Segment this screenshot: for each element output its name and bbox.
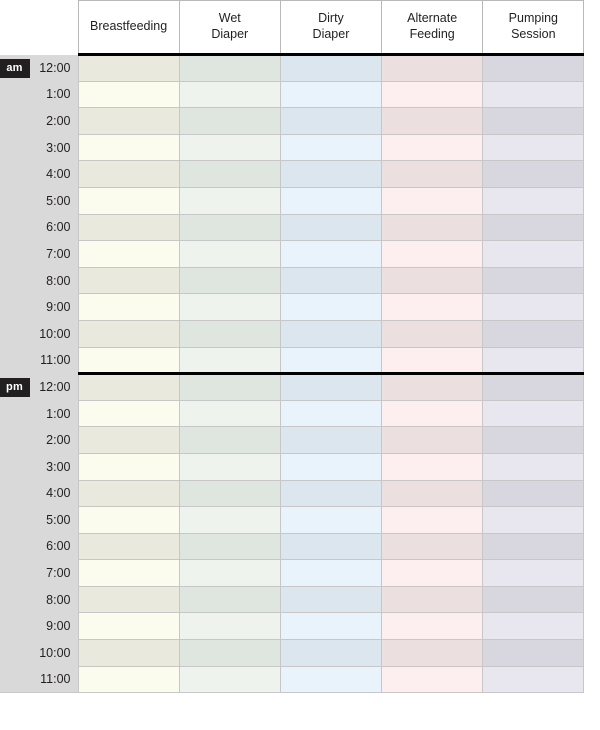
entry-cell[interactable] xyxy=(78,347,179,374)
period-badge-cell xyxy=(0,666,30,693)
column-header-wet-diaper xyxy=(179,1,280,55)
entry-cell[interactable] xyxy=(483,320,584,347)
entry-cell[interactable] xyxy=(483,134,584,161)
period-badge-cell xyxy=(0,267,30,294)
entry-cell[interactable] xyxy=(483,613,584,640)
period-badge-cell xyxy=(0,640,30,667)
entry-cell[interactable] xyxy=(179,427,280,454)
table-row xyxy=(0,161,584,188)
entry-cell[interactable] xyxy=(280,507,381,534)
entry-cell[interactable] xyxy=(179,400,280,427)
table-row xyxy=(0,55,584,82)
column-header-dirty-diaper xyxy=(280,1,381,55)
table-row xyxy=(0,347,584,374)
table-row xyxy=(0,560,584,587)
entry-cell[interactable] xyxy=(179,294,280,321)
column-header-alternate-feeding-line-2: Feeding xyxy=(409,27,455,41)
entry-cell[interactable] xyxy=(78,55,179,82)
entry-cell[interactable] xyxy=(78,320,179,347)
time-label: 4:00 xyxy=(30,161,78,188)
period-badge-cell xyxy=(0,560,30,587)
entry-cell[interactable] xyxy=(280,586,381,613)
period-badge-cell xyxy=(0,427,30,454)
table-header xyxy=(0,1,584,55)
entry-cell[interactable] xyxy=(382,161,483,188)
time-label: 9:00 xyxy=(30,294,78,321)
entry-cell[interactable] xyxy=(483,347,584,374)
entry-cell[interactable] xyxy=(179,267,280,294)
entry-cell[interactable] xyxy=(382,586,483,613)
time-label: 8:00 xyxy=(30,586,78,613)
entry-cell[interactable] xyxy=(280,427,381,454)
table-row xyxy=(0,400,584,427)
entry-cell[interactable] xyxy=(382,267,483,294)
entry-cell[interactable] xyxy=(280,267,381,294)
entry-cell[interactable] xyxy=(179,640,280,667)
entry-cell[interactable] xyxy=(382,55,483,82)
entry-cell[interactable] xyxy=(280,81,381,108)
table-row xyxy=(0,241,584,268)
time-label: 7:00 xyxy=(30,560,78,587)
time-label: 3:00 xyxy=(30,453,78,480)
entry-cell[interactable] xyxy=(280,347,381,374)
table-row xyxy=(0,666,584,693)
entry-cell[interactable] xyxy=(483,241,584,268)
entry-cell[interactable] xyxy=(483,374,584,401)
entry-cell[interactable] xyxy=(280,108,381,135)
entry-cell[interactable] xyxy=(280,55,381,82)
entry-cell[interactable] xyxy=(78,613,179,640)
entry-cell[interactable] xyxy=(483,453,584,480)
time-label: 10:00 xyxy=(30,320,78,347)
entry-cell[interactable] xyxy=(483,586,584,613)
period-badge-cell xyxy=(0,241,30,268)
entry-cell[interactable] xyxy=(78,374,179,401)
entry-cell[interactable] xyxy=(382,613,483,640)
time-label: 11:00 xyxy=(30,347,78,374)
entry-cell[interactable] xyxy=(483,161,584,188)
entry-cell[interactable] xyxy=(179,613,280,640)
entry-cell[interactable] xyxy=(382,374,483,401)
entry-cell[interactable] xyxy=(382,187,483,214)
time-label: 3:00 xyxy=(30,134,78,161)
column-header-pumping-session-line-2: Session xyxy=(511,27,556,41)
table-row xyxy=(0,134,584,161)
entry-cell[interactable] xyxy=(78,134,179,161)
entry-cell[interactable] xyxy=(483,480,584,507)
entry-cell[interactable] xyxy=(382,533,483,560)
entry-cell[interactable] xyxy=(179,480,280,507)
entry-cell[interactable] xyxy=(382,507,483,534)
entry-cell[interactable] xyxy=(382,134,483,161)
entry-cell[interactable] xyxy=(78,81,179,108)
entry-cell[interactable] xyxy=(280,640,381,667)
entry-cell[interactable] xyxy=(483,560,584,587)
entry-cell[interactable] xyxy=(382,241,483,268)
entry-cell[interactable] xyxy=(78,294,179,321)
entry-cell[interactable] xyxy=(382,320,483,347)
entry-cell[interactable] xyxy=(78,453,179,480)
entry-cell[interactable] xyxy=(382,427,483,454)
entry-cell[interactable] xyxy=(179,374,280,401)
period-badge-cell xyxy=(0,214,30,241)
entry-cell[interactable] xyxy=(483,427,584,454)
period-badge-cell xyxy=(0,347,30,374)
table-row xyxy=(0,108,584,135)
time-label: 9:00 xyxy=(30,613,78,640)
entry-cell[interactable] xyxy=(382,347,483,374)
column-header-alternate-feeding-line-1: Alternate xyxy=(407,11,458,26)
time-label: 8:00 xyxy=(30,267,78,294)
table-row xyxy=(0,214,584,241)
table-row xyxy=(0,480,584,507)
column-header-dirty-diaper-line-1: Dirty xyxy=(318,11,344,26)
entry-cell[interactable] xyxy=(382,480,483,507)
entry-cell[interactable] xyxy=(179,453,280,480)
entry-cell[interactable] xyxy=(78,480,179,507)
table-row xyxy=(0,586,584,613)
entry-cell[interactable] xyxy=(483,267,584,294)
time-label: 2:00 xyxy=(30,108,78,135)
entry-cell[interactable] xyxy=(179,533,280,560)
table-row xyxy=(0,294,584,321)
entry-cell[interactable] xyxy=(78,533,179,560)
column-header-wet-diaper-line-1: Wet xyxy=(218,11,241,26)
entry-cell[interactable] xyxy=(280,560,381,587)
entry-cell[interactable] xyxy=(179,187,280,214)
entry-cell[interactable] xyxy=(382,108,483,135)
entry-cell[interactable] xyxy=(483,640,584,667)
period-badge-cell xyxy=(0,161,30,188)
entry-cell[interactable] xyxy=(179,81,280,108)
entry-cell[interactable] xyxy=(280,613,381,640)
period-badge: pm xyxy=(0,378,30,397)
entry-cell[interactable] xyxy=(483,294,584,321)
entry-cell[interactable] xyxy=(280,533,381,560)
entry-cell[interactable] xyxy=(483,533,584,560)
period-badge-cell xyxy=(0,613,30,640)
entry-cell[interactable] xyxy=(179,347,280,374)
period-badge-cell xyxy=(0,55,30,82)
entry-cell[interactable] xyxy=(382,81,483,108)
entry-cell[interactable] xyxy=(78,108,179,135)
entry-cell[interactable] xyxy=(179,586,280,613)
time-label: 7:00 xyxy=(30,241,78,268)
entry-cell[interactable] xyxy=(179,241,280,268)
entry-cell[interactable] xyxy=(280,294,381,321)
entry-cell[interactable] xyxy=(280,187,381,214)
entry-cell[interactable] xyxy=(179,134,280,161)
time-label: 1:00 xyxy=(30,400,78,427)
table-row xyxy=(0,533,584,560)
period-badge-cell xyxy=(0,400,30,427)
entry-cell[interactable] xyxy=(483,81,584,108)
entry-cell[interactable] xyxy=(280,241,381,268)
entry-cell[interactable] xyxy=(483,507,584,534)
time-label: 2:00 xyxy=(30,427,78,454)
entry-cell[interactable] xyxy=(280,480,381,507)
period-badge-cell xyxy=(0,480,30,507)
entry-cell[interactable] xyxy=(179,214,280,241)
period-badge-cell xyxy=(0,294,30,321)
entry-cell[interactable] xyxy=(483,666,584,693)
table-row xyxy=(0,267,584,294)
column-header-breastfeeding-line-1: Breastfeeding xyxy=(90,19,168,34)
time-label: 6:00 xyxy=(30,214,78,241)
entry-cell[interactable] xyxy=(78,241,179,268)
table-row xyxy=(0,81,584,108)
period-badge-cell xyxy=(0,108,30,135)
time-label: 10:00 xyxy=(30,640,78,667)
entry-cell[interactable] xyxy=(382,560,483,587)
entry-cell[interactable] xyxy=(280,453,381,480)
period-badge-cell xyxy=(0,586,30,613)
table-row xyxy=(0,453,584,480)
entry-cell[interactable] xyxy=(78,267,179,294)
entry-cell[interactable] xyxy=(179,507,280,534)
period-badge-cell xyxy=(0,134,30,161)
entry-cell[interactable] xyxy=(382,400,483,427)
table-row xyxy=(0,187,584,214)
entry-cell[interactable] xyxy=(483,55,584,82)
entry-cell[interactable] xyxy=(78,400,179,427)
entry-cell[interactable] xyxy=(280,161,381,188)
time-label: 5:00 xyxy=(30,187,78,214)
table-row xyxy=(0,640,584,667)
entry-cell[interactable] xyxy=(179,108,280,135)
column-header-wet-diaper-line-2: Diaper xyxy=(211,27,249,41)
entry-cell[interactable] xyxy=(78,187,179,214)
entry-cell[interactable] xyxy=(179,161,280,188)
time-label: 12:00 xyxy=(30,374,78,401)
entry-cell[interactable] xyxy=(179,666,280,693)
header-row xyxy=(0,1,584,55)
entry-cell[interactable] xyxy=(78,560,179,587)
column-header-alternate-feeding xyxy=(382,1,483,55)
entry-cell[interactable] xyxy=(382,666,483,693)
entry-cell[interactable] xyxy=(179,560,280,587)
column-header-pumping-session xyxy=(483,1,584,55)
header-ampm-spacer xyxy=(0,1,30,55)
entry-cell[interactable] xyxy=(280,134,381,161)
time-label: 4:00 xyxy=(30,480,78,507)
entry-cell[interactable] xyxy=(382,214,483,241)
time-label: 6:00 xyxy=(30,533,78,560)
entry-cell[interactable] xyxy=(78,640,179,667)
entry-cell[interactable] xyxy=(280,666,381,693)
period-badge: am xyxy=(0,59,30,78)
entry-cell[interactable] xyxy=(78,666,179,693)
entry-cell[interactable] xyxy=(483,400,584,427)
entry-cell[interactable] xyxy=(280,400,381,427)
entry-cell[interactable] xyxy=(483,214,584,241)
header-time-spacer xyxy=(30,1,78,55)
period-badge-cell xyxy=(0,533,30,560)
table-row xyxy=(0,374,584,401)
time-label: 1:00 xyxy=(30,81,78,108)
entry-cell[interactable] xyxy=(78,427,179,454)
column-header-breastfeeding xyxy=(78,1,179,55)
entry-cell[interactable] xyxy=(179,320,280,347)
period-badge-cell xyxy=(0,453,30,480)
table-row xyxy=(0,507,584,534)
table-row xyxy=(0,427,584,454)
column-header-pumping-session-line-1: Pumping xyxy=(508,11,559,26)
entry-cell[interactable] xyxy=(382,294,483,321)
period-badge-cell xyxy=(0,374,30,401)
entry-cell[interactable] xyxy=(78,214,179,241)
column-header-dirty-diaper-line-2: Diaper xyxy=(312,27,350,41)
table-row xyxy=(0,320,584,347)
entry-cell[interactable] xyxy=(78,586,179,613)
entry-cell[interactable] xyxy=(280,320,381,347)
period-badge-cell xyxy=(0,320,30,347)
period-badge-cell xyxy=(0,81,30,108)
time-label: 12:00 xyxy=(30,55,78,82)
entry-cell[interactable] xyxy=(382,640,483,667)
period-badge-cell xyxy=(0,187,30,214)
entry-cell[interactable] xyxy=(280,374,381,401)
entry-cell[interactable] xyxy=(179,55,280,82)
entry-cell[interactable] xyxy=(483,108,584,135)
period-badge-cell xyxy=(0,507,30,534)
entry-cell[interactable] xyxy=(280,214,381,241)
table-body xyxy=(0,55,584,693)
entry-cell[interactable] xyxy=(78,507,179,534)
table-row xyxy=(0,613,584,640)
entry-cell[interactable] xyxy=(78,161,179,188)
entry-cell[interactable] xyxy=(382,453,483,480)
entry-cell[interactable] xyxy=(483,187,584,214)
time-label: 11:00 xyxy=(30,666,78,693)
time-label: 5:00 xyxy=(30,507,78,534)
